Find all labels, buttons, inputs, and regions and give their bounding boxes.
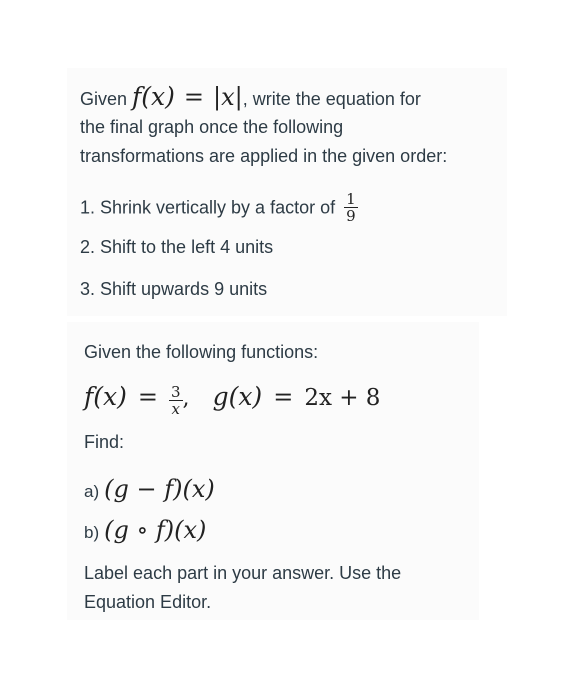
q2-part-b-label: b) bbox=[84, 523, 100, 542]
q2-part-b bbox=[84, 514, 206, 546]
q1-step-2: 2. Shift to the left 4 units bbox=[80, 237, 274, 257]
q1-intro-line bbox=[80, 82, 421, 111]
q1-step-1 bbox=[80, 192, 358, 225]
q2-part-a bbox=[84, 473, 215, 505]
q1-shrink-denominator: 9 bbox=[346, 207, 356, 225]
q2-g-equals: = bbox=[273, 383, 294, 411]
q2-instructions-line-2: Equation Editor. bbox=[84, 592, 212, 612]
q2-f-numerator: 3 bbox=[171, 382, 181, 401]
q2-part-a-label: a) bbox=[84, 482, 100, 501]
q2-function-definitions bbox=[84, 380, 381, 418]
q1-step-3: 3. Shift upwards 9 units bbox=[80, 279, 268, 299]
q2-f-denominator: x bbox=[171, 399, 180, 418]
q2-f-name: f(x) bbox=[84, 382, 127, 411]
q2-g-name: g(x) bbox=[212, 382, 263, 411]
q2-part-b-expr: (g ∘ f)(x) bbox=[104, 516, 207, 544]
q2-instructions-line-1: Label each part in your answer. Use the bbox=[84, 563, 402, 583]
q1-shrink-numerator: 1 bbox=[346, 190, 356, 208]
q1-line-2: the final graph once the following bbox=[80, 117, 344, 137]
q1-step-1-text: 1. Shrink vertically by a factor of bbox=[80, 197, 336, 218]
q1-f-lhs: f(x) bbox=[132, 82, 175, 111]
q2-find-label: Find: bbox=[84, 432, 125, 452]
q2-heading: Given the following functions: bbox=[84, 342, 319, 362]
q2-f-equals: = bbox=[137, 383, 158, 411]
q2-part-a-expr: (g − f)(x) bbox=[104, 475, 215, 503]
q2-comma: , bbox=[182, 386, 190, 411]
q1-line-3: transformations are applied in the given order: bbox=[80, 146, 448, 166]
q1-intro-suffix: , write the equation for bbox=[242, 89, 421, 109]
q1-equals: = bbox=[183, 83, 205, 111]
q2-g-rhs: 2x + 8 bbox=[304, 385, 381, 411]
q1-intro-prefix: Given bbox=[80, 89, 128, 109]
q1-abs-expr: |x| bbox=[213, 83, 243, 111]
q1-shrink-fraction bbox=[344, 191, 358, 224]
q2-f-fraction bbox=[169, 384, 183, 417]
